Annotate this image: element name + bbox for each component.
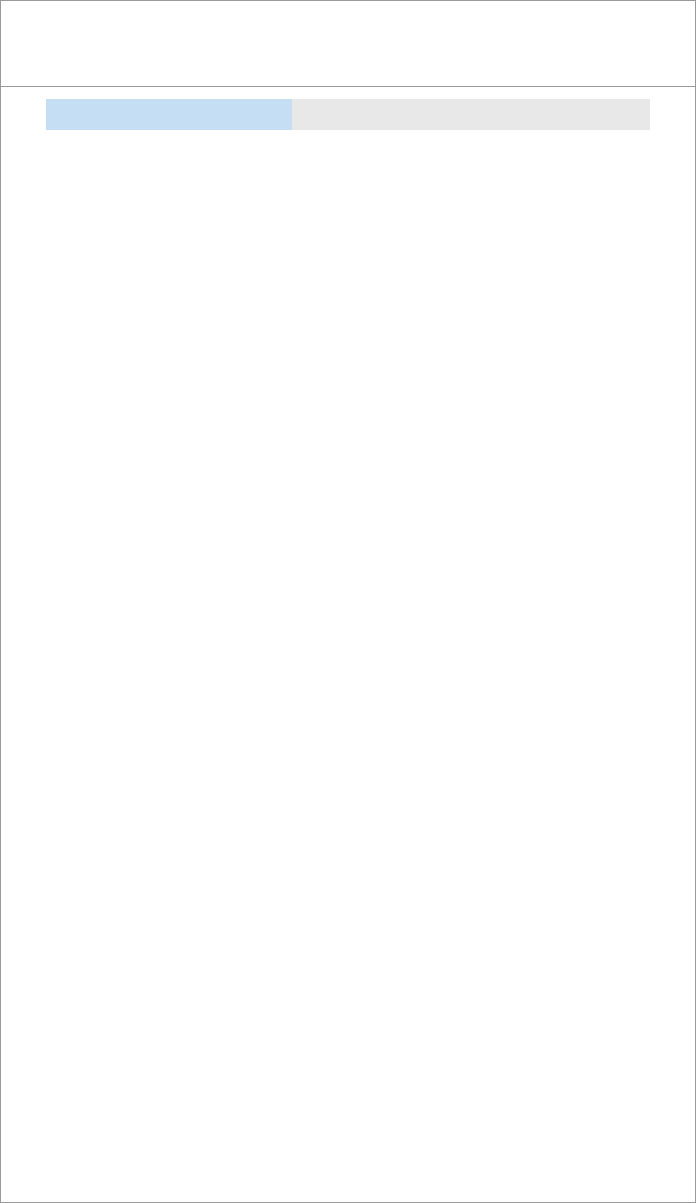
service-title-bg xyxy=(46,99,292,130)
header-divider xyxy=(0,86,696,87)
service-header xyxy=(46,99,650,130)
